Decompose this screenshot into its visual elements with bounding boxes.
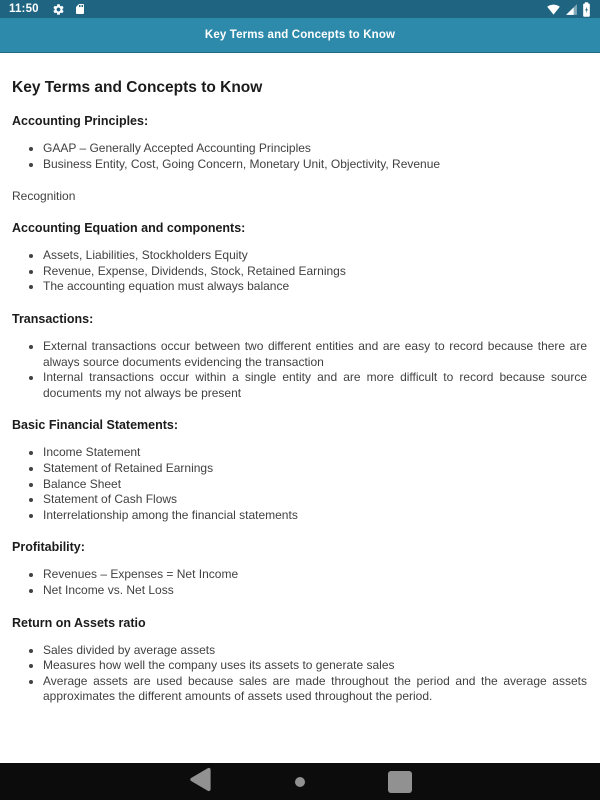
bullet-item: • Statement of Cash Flows [43,492,588,508]
bullet-list [12,445,588,523]
bullet-item: • Business Entity, Cost, Going Concern, Monetary Unit, Objectivity, Revenue [43,157,588,173]
recents-button[interactable] [350,763,450,800]
bullet-list [12,567,588,598]
bullet-item: • Statement of Retained Earnings [43,461,588,477]
bullet-item: • Sales divided by average assets [43,643,588,659]
battery-charging-icon [582,2,591,17]
sd-card-icon [74,3,86,15]
app-bar [0,18,600,53]
document-title: Key Terms and Concepts to Know [12,79,263,96]
bullet-list [12,643,588,705]
bullet-item: • Income Statement [43,445,588,461]
section-heading: Return on Assets ratio [12,615,146,630]
navigation-bar [0,763,600,800]
settings-icon [52,3,65,16]
section-heading: Profitability: [12,540,85,555]
status-right-icons [546,2,591,17]
bullet-item: • Internal transactions occur within a single entity and are more difficult to record because source documents my not always be present [43,370,588,401]
bullet-list [12,141,588,172]
bullet-item: • Net Income vs. Net Loss [43,583,588,599]
status-bar [0,0,600,18]
bullet-item: • External transactions occur between two different entities and are easy to record because there are always source documents evidencing the transaction [43,339,588,370]
cellular-signal-icon [565,3,578,16]
home-icon [295,777,305,787]
back-icon [187,766,213,798]
bullet-item: • Assets, Liabilities, Stockholders Equity [43,248,588,264]
back-button[interactable] [150,763,250,800]
bullet-item: • Revenues – Expenses = Net Income [43,567,588,583]
section-heading: Basic Financial Statements: [12,418,179,433]
bullet-list [12,339,588,401]
status-left-icons [52,3,86,16]
bullet-item: • GAAP – Generally Accepted Accounting Principles [43,141,588,157]
section-heading: Accounting Equation and components: [12,221,246,236]
bullet-item: • Revenue, Expense, Dividends, Stock, Retained Earnings [43,264,588,280]
document-sections [12,114,588,705]
section-heading: Transactions: [12,311,94,326]
bullet-item: • Balance Sheet [43,477,588,493]
bullet-item: • The accounting equation must always balance [43,279,588,295]
home-button[interactable] [250,763,350,800]
bullet-item: • Measures how well the company uses its assets to generate sales [43,658,588,674]
section-heading: Accounting Principles: [12,114,149,128]
clock-time: 11:50 [9,3,39,15]
bullet-list [12,248,588,295]
section-paragraph: Recognition [12,189,76,204]
bullet-item: • Average assets are used because sales are made throughout the period and the average assets approximates the different amounts of assets used throughout the period. [43,674,588,705]
recents-icon [388,771,412,793]
app-bar-title: Key Terms and Concepts to Know [204,29,396,41]
wifi-icon [546,3,561,16]
bullet-item: • Interrelationship among the financial statements [43,508,588,524]
document-scroll-area[interactable] [0,53,600,762]
